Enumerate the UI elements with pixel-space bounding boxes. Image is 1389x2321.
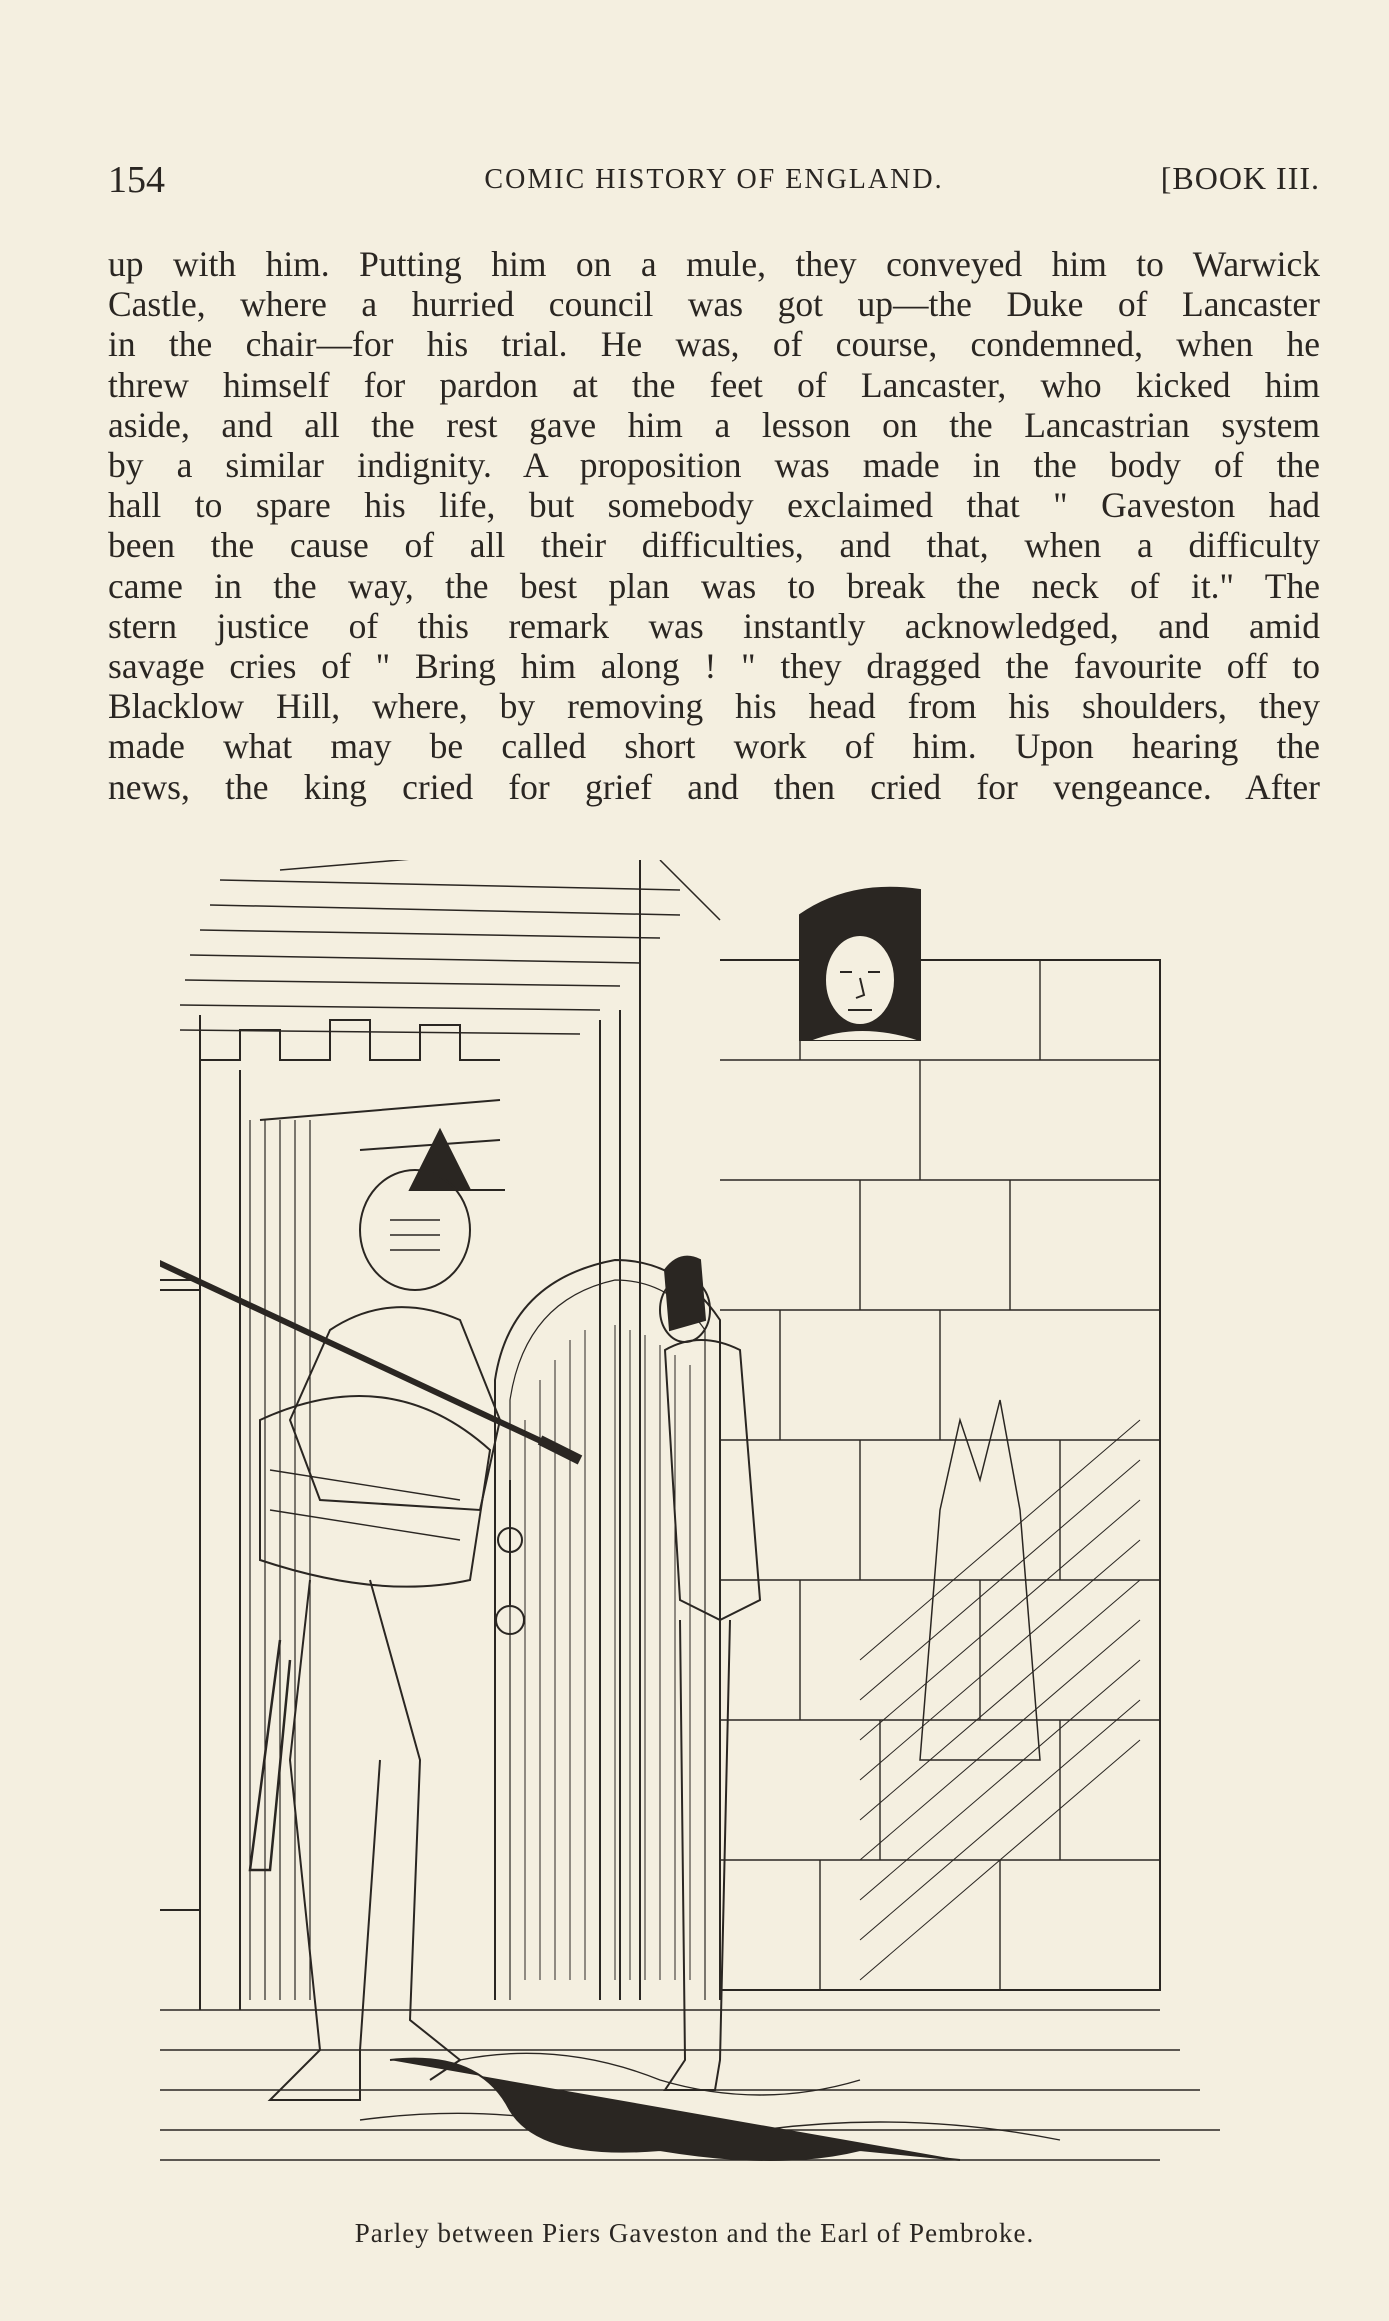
- text-line: threw himself for pardon at the feet of Lancaster, who kicked him: [108, 364, 1320, 405]
- gate-arch: [495, 1260, 720, 2000]
- text-line: hall to spare his life, but somebody exclaimed that " Gaveston had: [108, 485, 1320, 526]
- text-line: came in the way, the best plan was to break the neck of it." The: [108, 565, 1320, 606]
- text-line: made what may be called short work of him. Upon hearing the: [108, 726, 1320, 767]
- running-header: [108, 158, 1320, 208]
- text-line: stern justice of this remark was instantly acknowledged, and amid: [108, 605, 1320, 646]
- knight-figure: [160, 1130, 580, 2100]
- page-number: 154: [108, 159, 165, 201]
- engraving-illustration: [160, 860, 1270, 2200]
- text-line: aside, and all the rest gave him a lesson on the Lancastrian system: [108, 404, 1320, 445]
- book-label: [BOOK III.: [1160, 160, 1320, 196]
- text-line: news, the king cried for grief and then cried for vengeance. After: [108, 766, 1320, 807]
- illustration-caption: Parley between Piers Gaveston and the Earl of Pembroke.: [354, 2218, 1035, 2248]
- text-line: in the chair—for his trial. He was, of course, condemned, when he: [108, 324, 1320, 365]
- text-line: up with him. Putting him on a mule, they conveyed him to Warwick: [108, 244, 1320, 284]
- text-line: been the cause of all their difficulties, and that, when a difficulty: [108, 525, 1320, 566]
- text-line: Blacklow Hill, where, by removing his head from his shoulders, they: [108, 686, 1320, 727]
- text-line: savage cries of " Bring him along ! " they dragged the favourite off to: [108, 646, 1320, 687]
- tower-window: [800, 888, 920, 1040]
- body-text: [108, 244, 1320, 807]
- text-line: Castle, where a hurried council was got up—the Duke of Lancaster: [108, 284, 1320, 325]
- text-line: by a similar indignity. A proposition was made in the body of the: [108, 445, 1320, 486]
- running-title: COMIC HISTORY OF ENGLAND.: [484, 164, 944, 195]
